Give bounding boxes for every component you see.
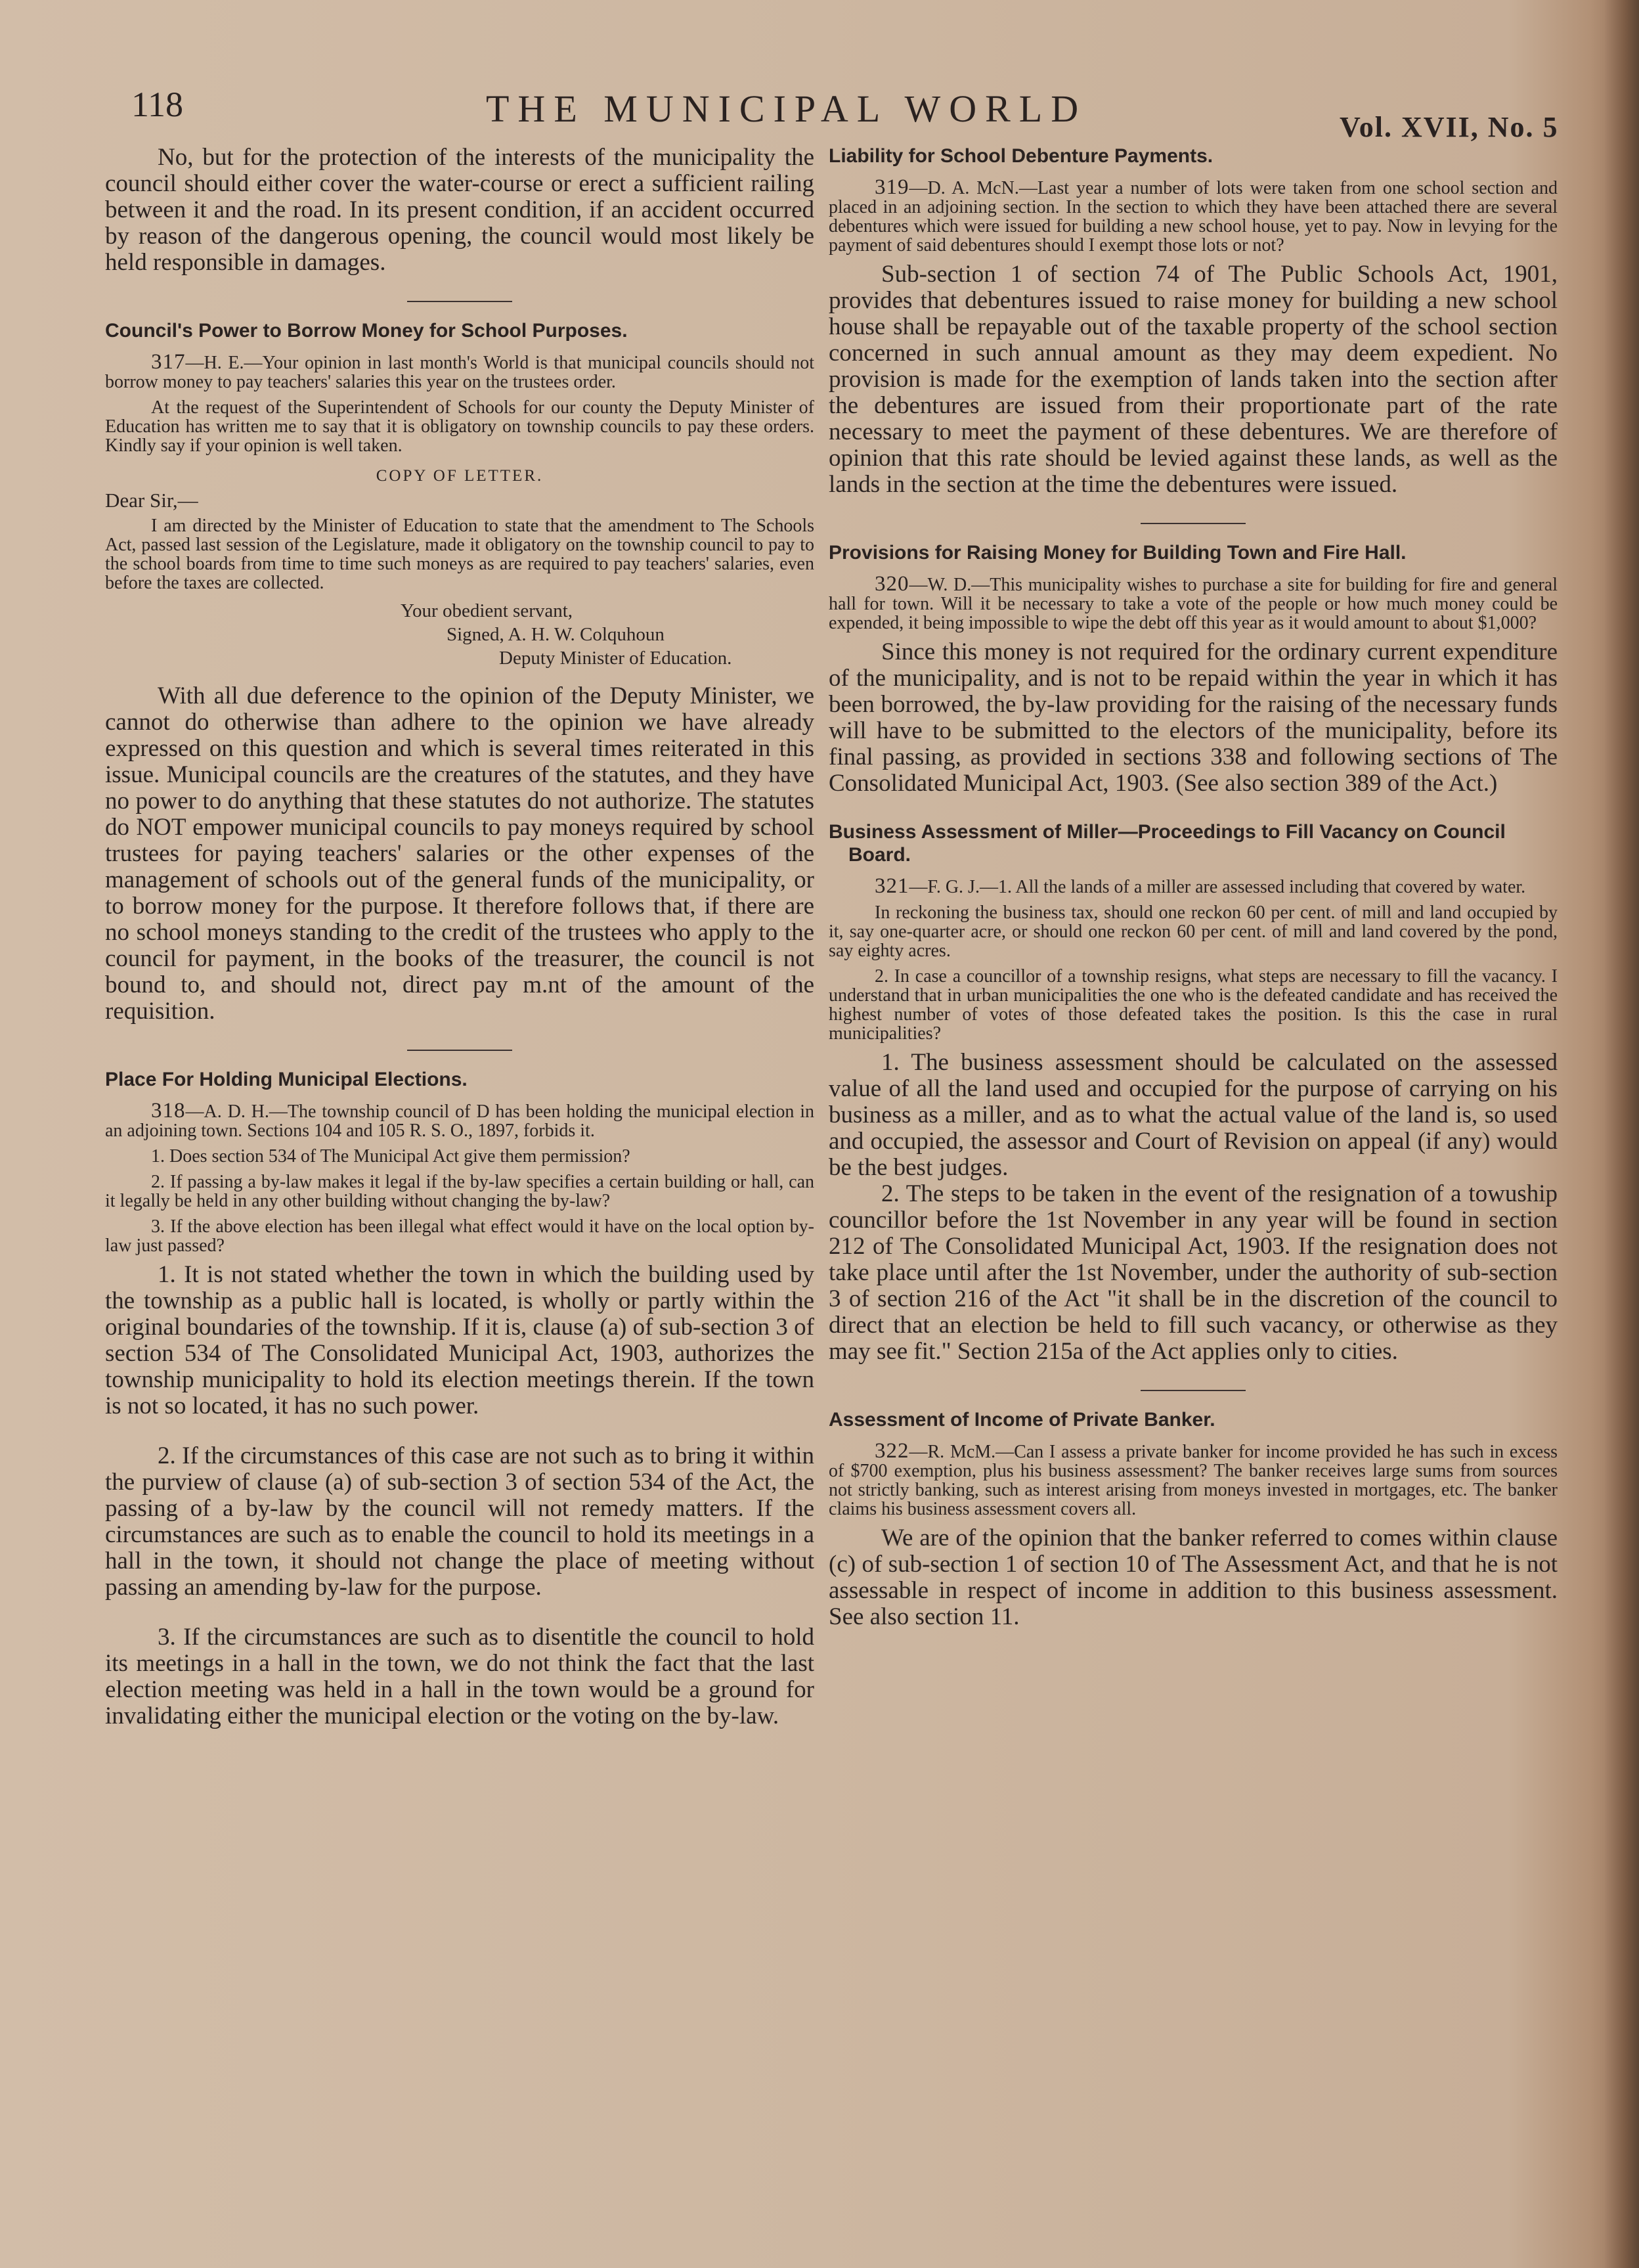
section-divider xyxy=(1141,523,1246,524)
letter-signature: Signed, A. H. W. Colquhoun xyxy=(447,624,665,645)
question-number: 322 xyxy=(875,1439,909,1463)
answer-321-1: 1. The business assessment should be calculated on the assessed value of all the land used and occupied for the purpose of carrying on his business as a miller, and as to what the actual value of the land is, so used and occupied, the assessor and Court of Revision on appeal (if any) would be the best judges. xyxy=(829,1049,1558,1181)
answer-322: We are of the opinion that the banker referred to comes within clause (c) of sub-section 1 of section 10 of The Assessment Act, and that he is not assessable in respect of income in addition to this business assessment. See also section 11. xyxy=(829,1524,1558,1630)
question-number: 318 xyxy=(151,1099,186,1123)
question-322: 322—R. McM.—Can I assess a private banker for income provided he has such in excess of $700 exemption, plus his business assessment? The banker receives large sums from sources not strictly banking, such as interest arising from moneys invested in mortgages, etc. The banker claims his business assessment covers all. xyxy=(829,1439,1558,1519)
question-321-item: 2. In case a councillor of a township resigns, what steps are necessary to fill the vacancy. I understand that in urban municipalities the one who is the defeated candidate and has received the highest number of votes of those defeated takes the position. Is this the case in rural municipalities? xyxy=(829,966,1558,1044)
volume-number: Vol. XVII, No. 5 xyxy=(1340,111,1559,143)
question-317-paragraph: At the request of the Superintendent of Schools for our county the Deputy Minister of Education has written me to say that it is obligatory on township councils to pay these orders. Kindly say if your opinion is well taken. xyxy=(105,397,814,456)
letter-body: I am directed by the Minister of Education to state that the amendment to The Schools Act, passed last session of the Legislature, made it obligatory on the township council to pay to the school boards from time to time such moneys as are required to pay teachers' salaries, even before the taxes are collected. xyxy=(105,516,814,593)
question-319: 319—D. A. McN.—Last year a number of lots were taken from one school section and placed in an adjoining section. In the section to which they have been attached there are several debentures which were issued for building a new school house, yet to pay. Now in levying for the payment of said debentures should I exempt those lots or not? xyxy=(829,175,1558,256)
left-column xyxy=(105,145,814,2215)
section-divider xyxy=(407,301,512,302)
question-number: 317 xyxy=(151,350,186,374)
question-number: 320 xyxy=(875,572,909,596)
answer-318-2: 2. If the circumstances of this case are not such as to bring it within the purview of clause (a) of sub-section 3 of section 534 of the Act, the passing of a by-law by the council will not remedy matters. If the circumstances are such as to enable the council to hold its meetings in a hall in the town, it should not change the place of meeting without passing an amending by-law for the purpose. xyxy=(105,1442,814,1601)
question-318-item: 3. If the above election has been illegal what effect would it have on the local option by-law just passed? xyxy=(105,1216,814,1256)
section-divider xyxy=(407,1050,512,1051)
answer-318-3: 3. If the circumstances are such as to disentitle the council to hold its meetings in a hall in the town, we do not think the fact that the last election meeting was held in a hall in the town would be a ground for invalidating either the municipal election or the voting on the by-law. xyxy=(105,1624,814,1729)
question-320: 320—W. D.—This municipality wishes to purchase a site for building for fire and general hall for town. Will it be necessary to take a vote of the people or how much money could be expended, it being impossible to wipe the debt off this year as it would amount to about $1,000? xyxy=(829,572,1558,633)
section-heading: Council's Power to Borrow Money for School Purposes. xyxy=(105,320,628,342)
question-318: 318—A. D. H.—The township council of D has been holding the municipal election in an adjoining town. Sections 104 and 105 R. S. O., 1897, forbids it. xyxy=(105,1099,814,1141)
section-heading: Provisions for Raising Money for Building Town and Fire Hall. xyxy=(829,542,1407,564)
page-number: 118 xyxy=(131,85,183,124)
question-318-item: 2. If passing a by-law makes it legal if the by-law specifies a certain building or hall, can it legally be held in any other building without changing the by-law? xyxy=(105,1172,814,1211)
question-321-item: In reckoning the business tax, should one reckon 60 per cent. of mill and land occupied by it, say one-quarter acre, or should one reckon 60 per cent. of mill and land covered by the pond, say eighty acres. xyxy=(829,902,1558,961)
answer-319: Sub-section 1 of section 74 of The Public Schools Act, 1901, provides that debentures issued to raise money for building a new school house shall be repayable out of the taxable property of the school section concerned in such annual amount as they may deem expedient. No provision is made for the exemption of lands taken into the section after the debentures are issued from their proportionate part of the rate necessary to meet the payment of these debentures. We are therefore of opinion that this rate should be levied against these lands, as well as the lands in the section at the time the debentures were issued. xyxy=(829,261,1558,498)
question-317: 317—H. E.—Your opinion in last month's World is that municipal councils should not borrow money to pay teachers' salaries this year on the trustees order. xyxy=(105,350,814,392)
section-divider xyxy=(1141,1390,1246,1391)
answer-318-1: 1. It is not stated whether the town in which the building used by the township as a public hall is located, is wholly or partly within the original boundaries of the township. If it is, clause (a) of sub-section 3 of section 534 of The Consolidated Municipal Act, 1903, authorizes the township municipality to hold its election meetings therein. If the town is not so located, it has no such power. xyxy=(105,1261,814,1419)
letter-signer-title: Deputy Minister of Education. xyxy=(499,648,732,669)
publication-title: THE MUNICIPAL WORLD xyxy=(486,87,1087,130)
question-321: 321—F. G. J.—1. All the lands of a miller are assessed including that covered by water. xyxy=(875,874,1526,898)
section-heading: Place For Holding Municipal Elections. xyxy=(105,1069,468,1090)
question-318-item: 1. Does section 534 of The Municipal Act give them permission? xyxy=(151,1146,630,1167)
letter-heading: COPY OF LETTER. xyxy=(376,467,544,485)
answer-317: With all due deference to the opinion of the Deputy Minister, we cannot do otherwise than adhere to the opinion we have already expressed on this question and which is several times reiterated in this issue. Municipal councils are the creatures of the statutes, and they have no power to do anything that these statutes do not authorize. The statutes do NOT empower municipal councils to pay moneys required by school trustees for paying teachers' salaries or the other expenses of the management of schools out of the general funds of the municipality, or to borrow money for the purpose. It therefore follows that, if there are no school moneys standing to the credit of the trustees who apply to the council for payment, in the books of the treasurer, the council is not bound to, and should not, direct pay m.nt of the amount of the requisition. xyxy=(105,682,814,1025)
question-number: 319 xyxy=(875,175,909,199)
letter-salutation: Dear Sir,— xyxy=(105,489,198,512)
section-heading: Business Assessment of Miller—Proceedings to Fill Vacancy on Council Board. xyxy=(829,821,1506,866)
section-heading: Liability for School Debenture Payments. xyxy=(829,145,1213,167)
section-heading: Assessment of Income of Private Banker. xyxy=(829,1409,1215,1431)
page-spine-shadow xyxy=(1605,0,1639,2268)
continued-answer: No, but for the protection of the interests of the municipality the council should either cover the water-course or erect a sufficient railing between it and the road. In its present condition, if an accident occurred by reason of the dangerous opening, the council would most likely be held responsible in damages. xyxy=(105,144,814,276)
answer-321-2: 2. The steps to be taken in the event of the resignation of a towuship councillor before the 1st November in any year will be found in section 212 of The Consolidated Municipal Act, 1903. If the resignation does not take place until after the 1st November, under the authority of sub-section 3 of section 216 of the Act "it shall be in the discretion of the council to direct that an election be held to fill such vacancy, or otherwise as they may see fit." Section 215a of the Act applies only to cities. xyxy=(829,1180,1558,1365)
letter-closing: Your obedient servant, xyxy=(401,600,573,621)
right-column xyxy=(829,145,1558,2215)
answer-320: Since this money is not required for the ordinary current expenditure of the municipality, and is not to be repaid within the year in which it has been borrowed, the by-law providing for the raising of the necessary funds will have to be submitted to the electors of the municipality, before its final passing, as provided in sections 338 and following sections of The Consolidated Municipal Act, 1903. (See also section 389 of the Act.) xyxy=(829,638,1558,797)
question-number: 321 xyxy=(875,874,909,898)
